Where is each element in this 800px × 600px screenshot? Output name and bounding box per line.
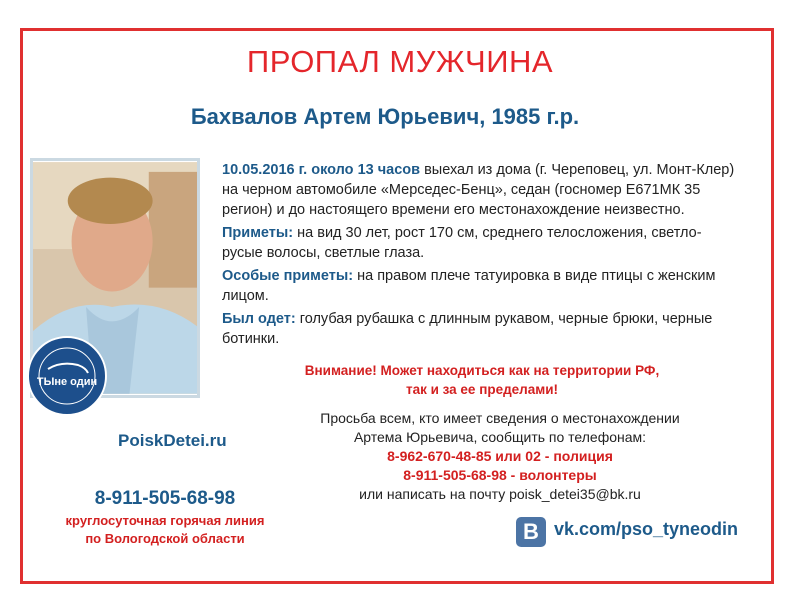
vk-link[interactable]: vk.com/pso_tyneodin: [554, 519, 739, 539]
vk-icon[interactable]: B: [516, 517, 546, 547]
hotline-caption-line2: по Вологодской области: [85, 531, 245, 546]
clothes-label: Был одет:: [222, 311, 296, 327]
email-line: или написать на почту poisk_detei35@bk.ru: [359, 486, 641, 502]
special-signs-text: на правом плече татуировка в виде птицы с женским лицом.: [222, 268, 716, 304]
hotline-phone: 8-911-505-68-98: [94, 488, 236, 509]
clothes-paragraph: [222, 309, 742, 349]
request-line2: Артема Юрьевича, сообщить по телефонам:: [353, 429, 647, 445]
warning-line1: Внимание! Может находиться как на территории РФ,: [304, 363, 660, 378]
missing-person-name: Бахвалов Артем Юрьевич, 1985 г.р.: [190, 104, 580, 129]
signs-text: на вид 30 лет, рост 170 см, среднего телосложения, светло-русые волосы, светлые глаза.: [222, 225, 702, 261]
hotline-caption-line1: круглосуточная горячая линия: [65, 513, 265, 528]
contact-request: [310, 409, 690, 504]
signs-paragraph: [222, 223, 742, 263]
circumstances-text: выехал из дома (г. Череповец, ул. Монт-Клер) на черном автомобиле «Мерседес-Бенц», седан (госномер Е671МК 35 регион) и до настоящего времени его местонахождение неизвестно.: [222, 162, 735, 218]
poster-title: ПРОПАЛ МУЖЧИНА: [246, 44, 554, 79]
warning-line2: так и за ее пределами!: [405, 382, 559, 397]
police-phone: 8-962-670-48-85 или 02 - полиция: [387, 448, 613, 464]
description-block: [222, 160, 742, 352]
signs-label: Приметы:: [222, 225, 294, 241]
special-signs-paragraph: [222, 266, 742, 306]
warning-note: [222, 361, 742, 399]
svg-text:ТЫне один: ТЫне один: [36, 376, 98, 388]
volunteers-phone: 8-911-505-68-98 - волонтеры: [403, 467, 597, 483]
hotline-caption: [0, 512, 330, 548]
site-link[interactable]: PoiskDetei.ru: [118, 431, 227, 450]
volunteer-logo: [26, 335, 108, 417]
clothes-text: голубая рубашка с длинным рукавом, черные брюки, черные ботинки.: [222, 311, 713, 347]
request-line1: Просьба всем, кто имеет сведения о местонахождении: [320, 410, 680, 426]
special-signs-label: Особые приметы:: [222, 268, 354, 284]
circumstances-paragraph: [222, 160, 742, 220]
date-lead: 10.05.2016 г. около 13 часов: [222, 162, 421, 178]
